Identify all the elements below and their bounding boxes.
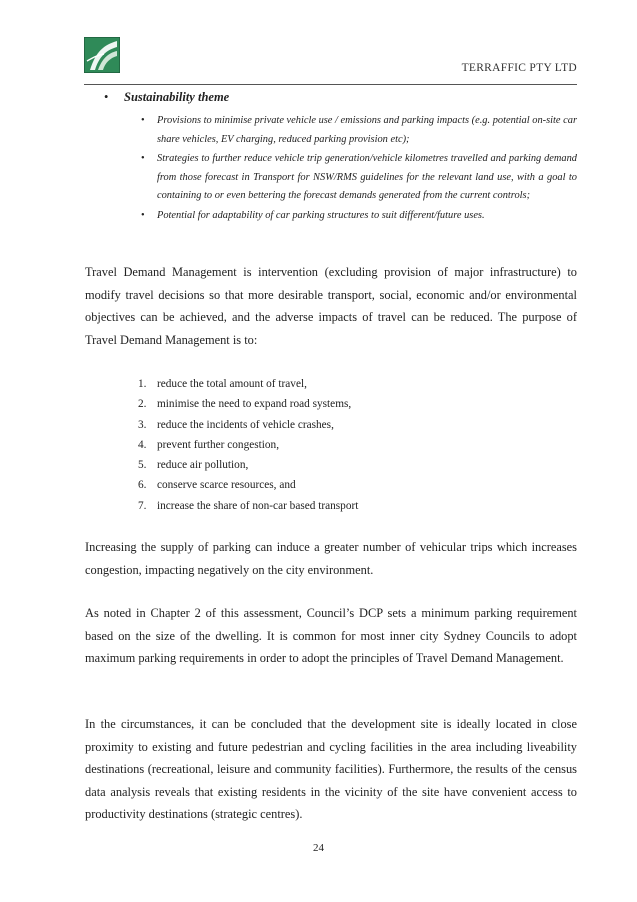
tdm-purpose-list <box>138 374 358 516</box>
paragraph-text: Increasing the supply of parking can induce a greater number of vehicular trips which increases congestion, impacting negatively on the city environment. <box>85 540 577 577</box>
company-name: TERRAFFIC PTY LTD <box>461 62 577 74</box>
list-text: reduce air pollution, <box>157 459 249 472</box>
paragraph-tdm-definition <box>85 261 577 351</box>
list-item <box>141 207 577 226</box>
bullet-icon: • <box>141 209 145 221</box>
theme-item-text: Provisions to minimise private vehicle use / emissions and parking impacts (e.g. potential on-site car share vehicles, EV charging, reduced parking provision etc); <box>157 115 577 145</box>
list-item <box>138 394 358 414</box>
list-number: 1. <box>138 378 147 390</box>
theme-item-text: Strategies to further reduce vehicle trip generation/vehicle kilometres travelled and parking demand from those forecast in Transport for NSW/RMS guidelines for the relevant land use, with a goal to containing to or even bettering the forecast demands generated from the current controls; <box>157 153 577 201</box>
list-item <box>141 112 577 149</box>
list-number: 3. <box>138 418 147 431</box>
paragraph-text: Travel Demand Management is intervention (excluding provision of major infrastructure) to modify travel decisions so that more desirable transport, social, economic and/or environmental objectives can be achieved, and the adverse impacts of travel can be reduced. The purpose of Travel Demand Management is to: <box>85 265 577 347</box>
list-number: 2. <box>138 398 147 411</box>
theme-item-text: Potential for adaptability of car parking structures to suit different/future uses. <box>157 209 485 221</box>
list-item <box>141 150 577 206</box>
paragraph-conclusion <box>85 713 577 826</box>
list-number: 4. <box>138 438 147 451</box>
list-text: conserve scarce resources, and <box>157 479 296 492</box>
paragraph-council-dcp <box>85 602 577 670</box>
page-number: 24 <box>313 842 324 854</box>
list-text: minimise the need to expand road systems, <box>157 398 352 411</box>
list-item <box>138 374 358 394</box>
company-logo-icon <box>84 37 120 73</box>
list-item <box>138 415 358 435</box>
list-text: reduce the incidents of vehicle crashes, <box>157 418 334 431</box>
paragraph-text: As noted in Chapter 2 of this assessment, Council’s DCP sets a minimum parking requirement based on the size of the dwelling. It is common for most inner city Sydney Councils to adopt maximum parking requirements in order to adopt the principles of Travel Demand Management. <box>85 606 577 665</box>
list-text: prevent further congestion, <box>157 438 280 451</box>
list-item <box>138 435 358 455</box>
bullet-icon: • <box>104 90 109 104</box>
list-number: 7. <box>138 499 147 512</box>
paragraph-parking-supply <box>85 536 577 581</box>
bullet-icon: • <box>141 153 145 164</box>
list-text: increase the share of non-car based transport <box>157 499 359 512</box>
list-item <box>138 496 358 516</box>
paragraph-text: In the circumstances, it can be concluded that the development site is ideally located in close proximity to existing and future pedestrian and cycling facilities in the area including liveability destinations (recreational, leisure and community facilities). Furthermore, the results of the census data analysis reveals that existing residents in the vicinity of the site have convenient access to productivity destinations (strategic centres). <box>85 717 577 821</box>
list-item <box>138 475 358 495</box>
theme-items-list <box>141 112 577 226</box>
list-item <box>138 455 358 475</box>
theme-title: Sustainability theme <box>124 90 230 104</box>
header-rule <box>84 84 577 85</box>
list-text: reduce the total amount of travel, <box>157 378 307 390</box>
bullet-icon: • <box>141 115 145 126</box>
list-number: 6. <box>138 479 147 492</box>
list-number: 5. <box>138 459 147 472</box>
